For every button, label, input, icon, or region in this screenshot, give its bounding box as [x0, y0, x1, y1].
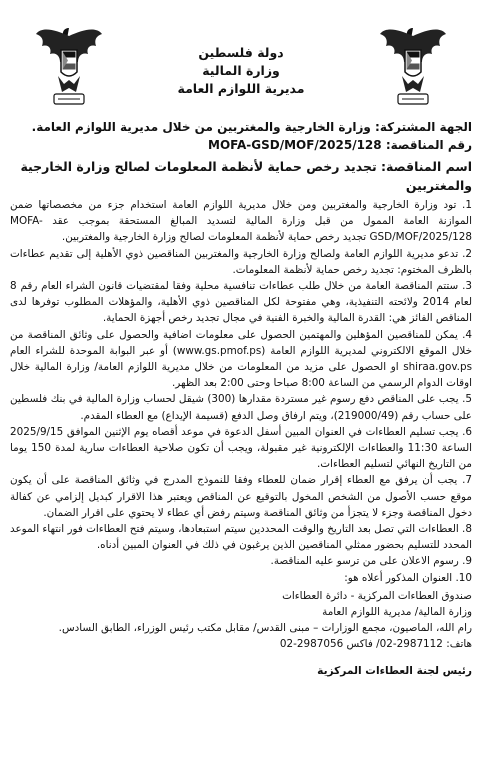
term-item: 10. العنوان المذكور أعلاه هو: — [344, 571, 472, 584]
term-item: 7. يجب أن يرفق مع العطاء إقرار ضمان للعطاء وفقا للنموذج المدرج في وثائق المناقصة على أن يكون موقع حسب الأصول من الشخص المخول بالتوقيع عن المناقص ويعتبر هذا الاقرار كبديل إلزامي عن كفالة دخول المناقصة وجزء لا يتجزأ من وثائق المناقصة وسيتم رفض أي عطاء لا يحتوي على اقرار الضمان. — [10, 474, 472, 519]
directorate-name: مديرية اللوازم العامة — [177, 81, 305, 96]
ministry-name: وزارة المالية — [202, 63, 280, 78]
tender-number: رقم المناقصة: MOFA-GSD/MOF/2025/128 — [208, 138, 472, 152]
document-header — [10, 6, 472, 118]
tender-subject: اسم المناقصة: تجديد رخص حماية لأنظمة المعلومات لصالح وزارة الخارجية والمغتربين — [20, 159, 472, 193]
contact-address — [10, 588, 472, 653]
tender-terms — [10, 197, 472, 586]
signature: رئيس لجنة العطاءات المركزية — [317, 664, 472, 677]
joint-entity: الجهة المشتركة: وزارة الخارجية والمغتربين من خلال مديرية اللوازم العامة. — [31, 120, 472, 134]
state-name: دولة فلسطين — [198, 45, 284, 60]
term-item: 8. العطاءات التي تصل بعد التاريخ والوقت المحددين سيتم استبعادها، وسيتم فتح العطاءات فور انتهاء الموعد المحدد للتسليم بحضور ممثلي المناقصين الذين يرغبون في ذلك في العنوان المبين أدناه. — [10, 523, 472, 552]
term-item: 4. يمكن للمناقصين المؤهلين والمهتمين الحصول على معلومات اضافية والحصول على وثائق المناقصة من خلال الموقع الالكتروني لمديرية اللوازم العامة (www.gs.pmof.ps) أو عبر البوابة الموحدة للشراء العام shiraa.gov.ps او الحصول على مزيد من المعلومات من خلال مديرية اللوازم العامة/ وزارة المالية خلال اوقات الدوام الرسمي من الساعة 8:00 صباحا وحتى 2:00 بعد الظهر. — [10, 328, 472, 390]
term-item: 3. ستتم المناقصة العامة من خلال طلب عطاءات تنافسية محلية وفقا لمقتضيات قانون الشراء العام رقم 8 لعام 2014 ولائحته التنفيذية، وهي مفتوحة لكل المناقصين ذوي الأهلية، والمؤهلات المطلوب توفرها لدى المناقص الفائز هي: القدرة المالية والخبرة الفنية في مجال تجديد رخص أجهزة الحماية. — [10, 280, 472, 325]
phone-fax: هاتف: 2987112-02/ فاكس 2987056-02 — [279, 638, 472, 651]
tender-box: صندوق العطاءات المركزية - دائرة العطاءات — [282, 589, 472, 602]
term-item: 9. رسوم الاعلان على من ترسو عليه المناقصة. — [270, 555, 472, 568]
tender-info — [10, 118, 472, 154]
term-item: 5. يجب على المناقص دفع رسوم غير مستردة مقدارها (300) شيقل لحساب وزارة المالية في بنك فلسطين على حساب رقم (219000/49)، ويتم ارفاق وصل الدفع (قسيمة الإيداع) مع العطاء المقدم. — [10, 393, 472, 422]
street-address: رام الله، الماصيون، مجمع الوزارات – مبنى القدس/ مقابل مكتب رئيس الوزراء، الطابق السادس. — [58, 622, 472, 635]
term-item: 6. يجب تسليم العطاءات في العنوان المبين أسفل الدعوة في موعد أقصاه يوم الإثنين الموافق 2025/9/15 الساعة 11:30 والعطاءات الإلكترونية غير مقبولة، ويجب أن تكون صلاحية العطاءات سارية لمدة 150 يوما من التاريخ النهائي لتسليم العطاءات. — [10, 425, 473, 471]
term-item: 2. تدعو مديرية اللوازم العامة ولصالح وزارة الخارجية والمغتربين المناقصين ذوي الأهلية إلى تقديم عطاءات بالظرف المختوم: تجديد رخص حماية لأنظمة المعلومات. — [10, 247, 472, 276]
header-titles — [10, 44, 472, 98]
ministry-directorate: وزارة المالية/ مديرية اللوازم العامة — [322, 606, 472, 619]
term-item: 1. تود وزارة الخارجية والمغتربين ومن خلال مديرية اللوازم العامة استخدام جزء من مخصصاتها ضمن الموازنة العامة الممول من قبل وزارة المالية لتسديد المبالغ المستحقة بموجب عقد MOFA-GSD/MOF/2025/128 تجديد رخص حماية لأنظمة المعلومات لصالح وزارة الخارجية والمغتربين. — [10, 199, 472, 244]
